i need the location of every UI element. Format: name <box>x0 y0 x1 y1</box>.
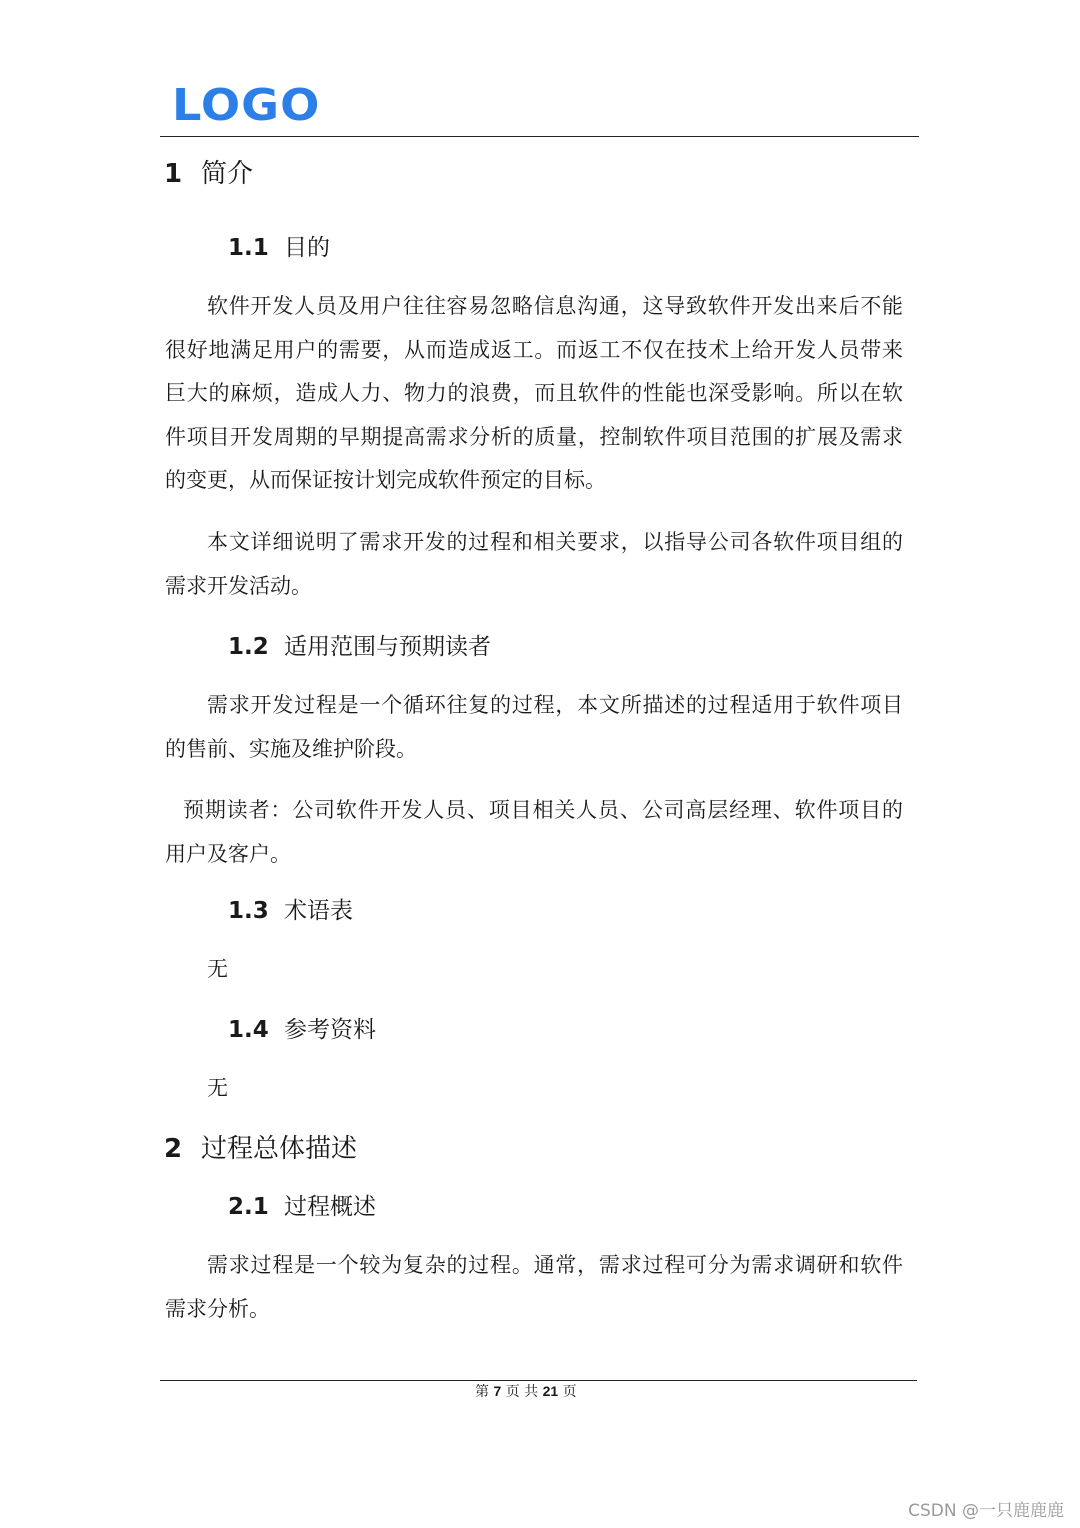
heading-title: 简介 <box>201 159 254 189</box>
footer-prefix: 第 <box>475 1384 489 1400</box>
heading-number: 1 <box>164 159 183 189</box>
watermark: CSDN @一只鹿鹿鹿 <box>908 1501 1064 1521</box>
text-line: 巨大的麻烦，造成人力、物力的浪费，而且软件的性能也深受影响。所以在软 <box>165 381 903 406</box>
header-divider <box>160 136 919 137</box>
heading-title: 过程总体描述 <box>201 1134 358 1164</box>
heading-2-1 <box>228 1190 376 1224</box>
text-line: 预期读者：公司软件开发人员、项目相关人员、公司高层经理、软件项目的 <box>183 798 903 822</box>
paragraph-references <box>165 1067 903 1111</box>
heading-title: 参考资料 <box>284 1017 376 1043</box>
heading-number: 1.4 <box>228 1017 269 1043</box>
heading-1-4 <box>228 1013 376 1047</box>
text-line: 需求过程是一个较为复杂的过程。通常，需求过程可分为需求调研和软件 <box>207 1253 903 1277</box>
paragraph-readers <box>165 789 903 876</box>
heading-title: 术语表 <box>284 898 353 924</box>
text-line: 的变更，从而保证按计划完成软件预定的目标。 <box>165 468 606 493</box>
logo: LOGO <box>172 80 321 131</box>
text-line: 用户及客户。 <box>165 841 291 866</box>
heading-1-2 <box>228 630 491 664</box>
text-line: 软件开发人员及用户往往容易忽略信息沟通，这导致软件开发出来后不能 <box>207 294 903 318</box>
paragraph-purpose-1 <box>165 285 903 503</box>
heading-2 <box>164 1131 357 1167</box>
heading-number: 2.1 <box>228 1194 269 1220</box>
text-line: 需求开发过程是一个循环往复的过程，本文所描述的过程适用于软件项目 <box>207 693 903 717</box>
paragraph-overview <box>165 1244 903 1331</box>
paragraph-glossary <box>165 948 903 992</box>
text-line: 的售前、实施及维护阶段。 <box>165 736 417 761</box>
heading-number: 1.1 <box>228 235 269 261</box>
page-number <box>475 1381 577 1402</box>
footer-total-pages: 21 <box>542 1383 559 1399</box>
heading-number: 1.2 <box>228 634 269 660</box>
text-line: 需求开发活动。 <box>165 573 312 598</box>
heading-number: 1.3 <box>228 898 269 924</box>
heading-1 <box>164 156 253 192</box>
heading-number: 2 <box>164 1134 183 1164</box>
text-line: 需求分析。 <box>165 1296 270 1321</box>
heading-title: 过程概述 <box>284 1194 376 1220</box>
footer-suffix: 页 <box>562 1384 577 1400</box>
paragraph-purpose-2 <box>165 521 903 608</box>
heading-1-1 <box>228 231 330 265</box>
text-line: 本文详细说明了需求开发的过程和相关要求，以指导公司各软件项目组的 <box>207 530 903 554</box>
text-line: 很好地满足用户的需要，从而造成返工。而返工不仅在技术上给开发人员带来 <box>165 337 903 362</box>
heading-title: 适用范围与预期读者 <box>284 634 491 660</box>
heading-title: 目的 <box>284 235 330 261</box>
text-line: 件项目开发周期的早期提高需求分析的质量，控制软件项目范围的扩展及需求 <box>165 424 903 449</box>
text-line: 无 <box>207 957 228 981</box>
paragraph-scope <box>165 684 903 771</box>
footer-mid: 页 共 <box>505 1384 539 1400</box>
footer-current-page: 7 <box>493 1383 502 1399</box>
heading-1-3 <box>228 894 353 928</box>
text-line: 无 <box>207 1076 228 1100</box>
